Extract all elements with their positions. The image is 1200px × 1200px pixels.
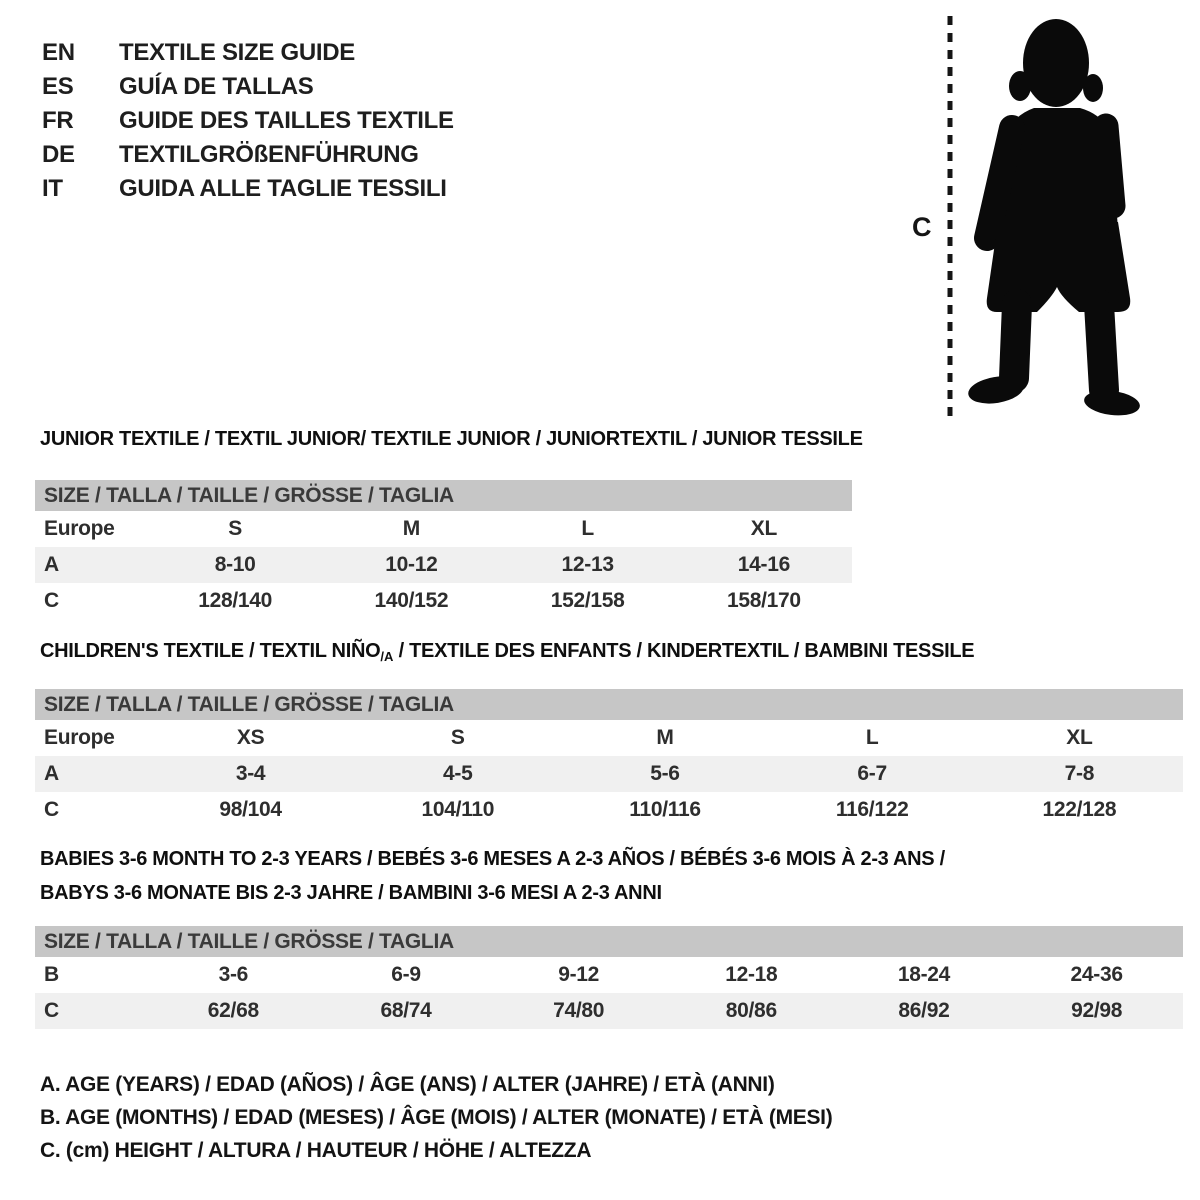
row-label: A: [44, 553, 59, 576]
language-row-it: [42, 172, 454, 206]
table-row: [35, 957, 1183, 993]
age-cell: 3-4: [235, 762, 266, 785]
row-label: Europe: [44, 726, 115, 749]
language-code: FR: [42, 107, 74, 134]
row-label: C: [44, 999, 59, 1022]
months-cell: 24-36: [1070, 963, 1123, 986]
table-row: [35, 547, 852, 583]
row-label: A: [44, 762, 59, 785]
language-code: ES: [42, 73, 74, 100]
height-cell: 62/68: [207, 999, 259, 1022]
language-code: IT: [42, 175, 63, 202]
children-title-post: / TEXTILE DES ENFANTS / KINDERTEXTIL / BAMBINI TESSILE: [393, 640, 975, 662]
table-row: [35, 993, 1183, 1029]
months-cell: 3-6: [218, 963, 249, 986]
children-section-title: [40, 640, 974, 664]
height-cell: 158/170: [726, 589, 801, 612]
language-row-de: [42, 138, 454, 172]
height-measure-label: C: [912, 212, 932, 242]
height-cell: 104/110: [421, 798, 495, 821]
guide-title-fr: GUIDE DES TAILLES TEXTILE: [119, 107, 454, 134]
table-row: [35, 720, 1183, 756]
row-label: B: [44, 963, 59, 986]
height-cell: 116/122: [835, 798, 909, 821]
table-row: [35, 583, 852, 619]
legend-line-age-years: A. AGE (YEARS) / EDAD (AÑOS) / ÂGE (ANS) / ALTER (JAHRE) / ETÀ (ANNI): [40, 1073, 775, 1096]
table-row: [35, 756, 1183, 792]
age-cell: 4-5: [443, 762, 473, 785]
age-cell: 7-8: [1064, 762, 1095, 785]
size-cell: M: [402, 517, 420, 540]
age-cell: 14-16: [737, 553, 790, 576]
legend: [40, 1068, 832, 1167]
height-cell: 98/104: [219, 798, 282, 821]
children-size-table: [35, 720, 1183, 828]
junior-section-title: JUNIOR TEXTILE / TEXTIL JUNIOR/ TEXTILE JUNIOR / JUNIORTEXTIL / JUNIOR TESSILE: [40, 428, 863, 450]
size-cell: M: [656, 726, 674, 749]
language-code: DE: [42, 141, 75, 168]
height-cell: 74/80: [553, 999, 605, 1022]
row-label: C: [44, 589, 59, 612]
height-cell: 140/152: [374, 589, 449, 612]
children-title-sub: /A: [380, 649, 394, 664]
months-cell: 6-9: [391, 963, 421, 986]
table-row: [35, 511, 852, 547]
table-row: [35, 792, 1183, 828]
months-cell: 9-12: [558, 963, 600, 986]
size-cell: XL: [750, 517, 777, 540]
babies-size-header-bar: SIZE / TALLA / TAILLE / GRÖSSE / TAGLIA: [35, 926, 1183, 957]
size-cell: L: [865, 726, 879, 749]
row-label: Europe: [44, 517, 115, 540]
age-cell: 12-13: [561, 553, 614, 576]
children-title-pre: CHILDREN'S TEXTILE / TEXTIL NIÑO: [40, 640, 381, 662]
height-cell: 152/158: [550, 589, 625, 612]
guide-title-en: TEXTILE SIZE GUIDE: [119, 39, 355, 66]
age-cell: 10-12: [385, 553, 438, 576]
age-cell: 5-6: [650, 762, 680, 785]
language-code: EN: [42, 39, 75, 66]
babies-section-title: [40, 842, 945, 910]
months-cell: 12-18: [725, 963, 778, 986]
height-cell: 86/92: [898, 999, 950, 1022]
legend-line-height-cm: C. (cm) HEIGHT / ALTURA / HAUTEUR / HÖHE / ALTEZZA: [40, 1139, 592, 1162]
guide-title-es: GUÍA DE TALLAS: [119, 73, 314, 100]
toddler-silhouette-icon: [960, 16, 1150, 420]
language-row-es: [42, 70, 454, 104]
language-title-list: [42, 36, 454, 206]
size-cell: XL: [1066, 726, 1093, 749]
children-size-header-bar: SIZE / TALLA / TAILLE / GRÖSSE / TAGLIA: [35, 689, 1183, 720]
babies-title-line2: BABYS 3-6 MONATE BIS 2-3 JAHRE / BAMBINI 3-6 MESI A 2-3 ANNI: [40, 882, 662, 904]
months-cell: 18-24: [897, 963, 951, 986]
height-cell: 68/74: [380, 999, 432, 1022]
babies-size-table: [35, 957, 1183, 1029]
size-cell: S: [228, 517, 242, 540]
size-cell: L: [581, 517, 594, 540]
guide-title-it: GUIDA ALLE TAGLIE TESSILI: [119, 175, 447, 202]
junior-size-header-bar: SIZE / TALLA / TAILLE / GRÖSSE / TAGLIA: [35, 480, 852, 511]
age-cell: 8-10: [214, 553, 256, 576]
height-cell: 80/86: [725, 999, 777, 1022]
height-cell: 122/128: [1042, 798, 1117, 821]
height-cell: 128/140: [198, 589, 273, 612]
legend-line-age-months: B. AGE (MONTHS) / EDAD (MESES) / ÂGE (MOIS) / ALTER (MONATE) / ETÀ (MESI): [40, 1106, 833, 1129]
row-label: C: [44, 798, 59, 821]
babies-title-line1: BABIES 3-6 MONTH TO 2-3 YEARS / BEBÉS 3-6 MESES A 2-3 AÑOS / BÉBÉS 3-6 MOIS À 2-3 ANS /: [40, 848, 945, 870]
size-cell: S: [450, 726, 465, 749]
height-measure-dashed-line-icon: [946, 14, 954, 420]
age-cell: 6-7: [857, 762, 887, 785]
language-row-fr: [42, 104, 454, 138]
junior-size-table: [35, 511, 852, 619]
guide-title-de: TEXTILGRÖßENFÜHRUNG: [119, 141, 419, 168]
height-cell: 110/116: [629, 798, 701, 821]
size-cell: XS: [236, 726, 265, 749]
language-row-en: [42, 36, 454, 70]
height-cell: 92/98: [1071, 999, 1123, 1022]
